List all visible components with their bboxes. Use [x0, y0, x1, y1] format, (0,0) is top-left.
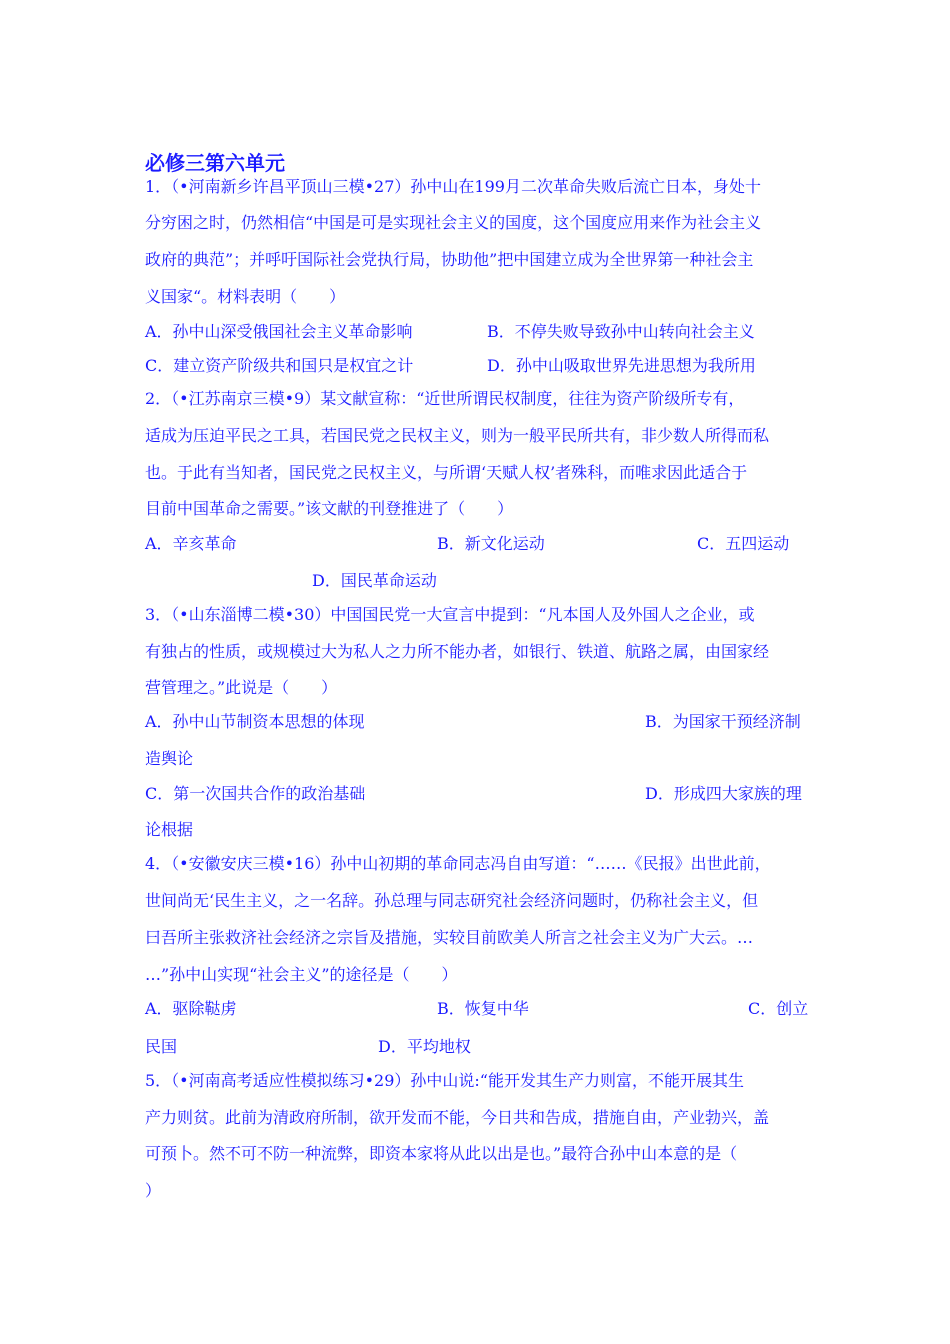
option-c: C．创立 [748, 999, 809, 1018]
question-2-text: 也。于此有当知者，国民党之民权主义，与所谓‘天赋人权’者殊科，而唯求因此适合于 [145, 463, 748, 482]
question-4-text: 4．（•安徽安庆三模•16）孙中山初期的革命同志冯自由写道：“……《民报》出世此前， [145, 854, 771, 873]
question-4-text: 世间尚无‘民生主义，之一名辞。孙总理与同志研究社会经济问题时，仍称社会主义，但 [145, 891, 759, 910]
question-5-text: 产力则贫。此前为清政府所制，欲开发而不能，今日共和告成，措施自由，产业勃兴，盖 [145, 1108, 770, 1127]
question-2-text: 2．（•江苏南京三模•9）某文献宣称：“近世所谓民权制度，往往为资产阶级所专有， [145, 389, 745, 408]
question-1-text: 政府的典范”；并呼吁国际社会党执行局，协助他”把中国建立成为全世界第一种社会主 [145, 250, 754, 269]
option-b: B．不停失败导致孙中山转向社会主义 [487, 322, 755, 341]
question-1-text: 1．（•河南新乡许昌平顶山三模•27）孙中山在199月二次革命失败后流亡日本，身处十 [145, 177, 761, 196]
option-d: D．平均地权 [378, 1037, 471, 1056]
option-b: B．恢复中华 [437, 999, 529, 1018]
question-5-text: 5．（•河南高考适应性模拟练习•29）孙中山说:“能开发其生产力则富，不能开展其生 [145, 1071, 744, 1090]
question-2-text: 适成为压迫平民之工具，若国民党之民权主义，则为一般平民所共有，非少数人所得而私 [145, 426, 770, 445]
option-b: B．为国家干预经济制 [645, 712, 801, 731]
option-c-continued: 民国 [145, 1037, 178, 1056]
option-d: D．形成四大家族的理 [645, 784, 802, 803]
question-3-text: 有独占的性质，或规模过大为私人之力所不能办者，如银行、铁道、航路之属，由国家经 [145, 642, 770, 661]
option-a: A．孙中山节制资本思想的体现 [145, 712, 365, 731]
option-d-continued: 论根据 [145, 820, 194, 839]
question-1-text: 分穷困之时，仍然相信“中国是可是实现社会主义的国度，这个国度应用来作为社会主义 [145, 213, 762, 232]
option-b: B．新文化运动 [437, 534, 545, 553]
option-c: C．建立资产阶级共和国只是权宜之计 [145, 356, 414, 375]
option-c: C．第一次国共合作的政治基础 [145, 784, 366, 803]
option-a: A．驱除鞑虏 [145, 999, 237, 1018]
option-a: A．辛亥革命 [145, 534, 237, 553]
question-5-text: 可预卜。然不可不防一种流弊，即资本家将从此以出是也。”最符合孙中山本意的是（ [145, 1144, 738, 1163]
option-d: D．国民革命运动 [312, 571, 437, 590]
page-title: 必修三第六单元 [145, 151, 285, 175]
question-3-text: 营管理之。”此说是（ ） [145, 678, 338, 697]
question-3-text: 3．（•山东淄博二模•30）中国国民党一大宣言中提到：“凡本国人及外国人之企业，或 [145, 605, 755, 624]
question-4-text: …”孙中山实现“社会主义”的途径是（ ） [145, 965, 458, 984]
question-4-text: 曰吾所主张救济社会经济之宗旨及措施，实较目前欧美人所言之社会主义为广大云。… [145, 928, 754, 947]
option-a: A．孙中山深受俄国社会主义革命影响 [145, 322, 413, 341]
question-1-text: 义国家“。材料表明（ ） [145, 287, 346, 306]
question-2-text: 目前中国革命之需要。”该文献的刊登推进了（ ） [145, 499, 514, 518]
question-5-text: ） [145, 1181, 162, 1200]
option-c: C．五四运动 [697, 534, 790, 553]
option-b-continued: 造舆论 [145, 749, 194, 768]
option-d: D．孙中山吸取世界先进思想为我所用 [487, 356, 756, 375]
